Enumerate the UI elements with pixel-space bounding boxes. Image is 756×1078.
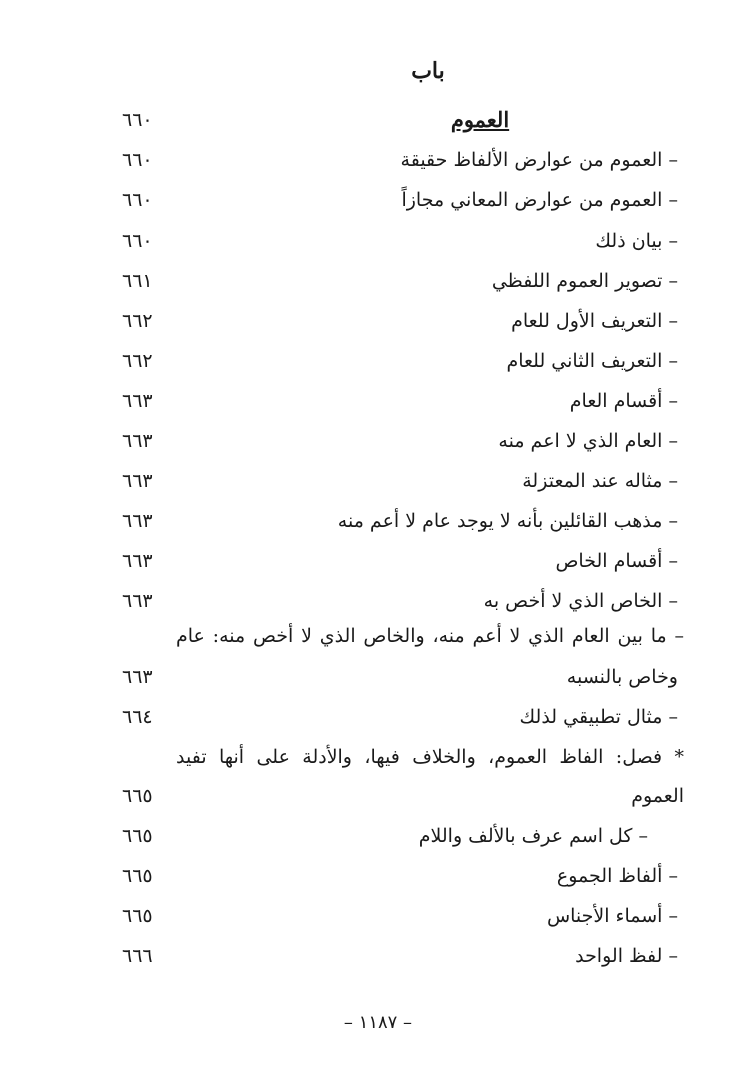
toc-entry [122,305,678,345]
toc-entry-page: ٦٦٤ [122,706,153,728]
toc-entry [122,545,678,585]
toc-entry-text: – أقسام العام [569,390,678,412]
section-heading-text: العموم [631,785,684,807]
section-heading-first: * فصل: الفاظ العموم، والخلاف فيها، والأدلة على أنها تفيد [176,746,684,768]
toc-entry-page: ٦٦٣ [122,550,153,572]
toc-entry-page: ٦٦٥ [122,865,153,887]
toc-entry-page: ٦٦٢ [122,350,153,372]
toc-entry [122,820,678,860]
toc-entry-text: – لفظ الواحد [575,945,678,967]
toc-entry-text: – مثال تطبيقي لذلك [519,706,678,728]
section-heading-page: ٦٦٥ [122,785,153,807]
toc-entry [122,345,678,385]
toc-entry [122,465,678,505]
toc-entry-page: ٦٦٣ [122,510,153,532]
toc-entry-page: ٦٦١ [122,270,153,292]
toc-entry-text: – الخاص الذي لا أخص به [483,590,678,612]
toc-entry [122,385,678,425]
toc-entry-page: ٦٦٣ [122,430,153,452]
toc-entry-text: وخاص بالنسبه [566,666,678,688]
chapter-label: باب [411,58,445,84]
toc-entry-page: ٦٦٠ [122,189,153,211]
toc-entry [122,701,678,741]
toc-entry [122,860,678,900]
chapter-title [122,104,678,137]
toc-entry-multiline-second-row [122,661,678,701]
section-heading-second-row [122,780,684,820]
toc-entry-page: ٦٦٥ [122,905,153,927]
toc-entry-page: ٦٦٠ [122,230,153,252]
toc-entry-page: ٦٦٥ [122,825,153,847]
toc-entry-text: – ألفاظ الجموع [556,865,678,887]
toc-entry [122,184,678,224]
toc-entry [122,225,678,265]
toc-entry [122,585,678,625]
toc-entry [122,425,678,465]
toc-entry-text: – تصوير العموم اللفظي [491,270,678,292]
toc-entry-page: ٦٦٠ [122,149,153,171]
toc-entry-text: – مثاله عند المعتزلة [522,470,678,492]
toc-entry-page: ٦٦٣ [122,390,153,412]
toc-entry-text: – مذهب القائلين بأنه لا يوجد عام لا أعم منه [337,510,678,532]
toc-entry [122,144,678,184]
toc-entry-text: – التعريف الثاني للعام [506,350,678,372]
toc-entry-page: ٦٦٢ [122,310,153,332]
toc-entry-text: – العام الذي لا اعم منه [498,430,678,452]
toc-entry-page: ٦٦٦ [122,945,153,967]
toc-entry [122,505,678,545]
toc-chapter-title-row [122,104,678,144]
toc-entry-page: ٦٦٣ [122,590,153,612]
toc-entry-text: – أسماء الأجناس [546,905,678,927]
toc-entry-text: – كل اسم عرف بالألف واللام [418,825,648,847]
toc-entry [122,900,678,940]
page-number: – ١١٨٧ – [343,1012,413,1033]
toc-entry-page: ٦٦٣ [122,666,153,688]
chapter-title-page: ٦٦٠ [122,109,153,131]
toc-entry [122,265,678,305]
toc-entry-text: – بيان ذلك [595,230,678,252]
chapter-title-text: العموم [450,107,510,132]
toc-entry-page: ٦٦٣ [122,470,153,492]
toc-entry-text: – التعريف الأول للعام [511,310,678,332]
toc-entry-text: – العموم من عوارض الألفاظ حقيقة [400,149,678,171]
toc-entry-text: – أقسام الخاص [555,550,678,572]
toc-entry-multiline-first: – ما بين العام الذي لا أعم منه، والخاص الذي لا أخص منه: عام [176,625,684,647]
toc-entry-text: – العموم من عوارض المعاني مجازاً [401,189,678,211]
toc-entry [122,940,678,980]
